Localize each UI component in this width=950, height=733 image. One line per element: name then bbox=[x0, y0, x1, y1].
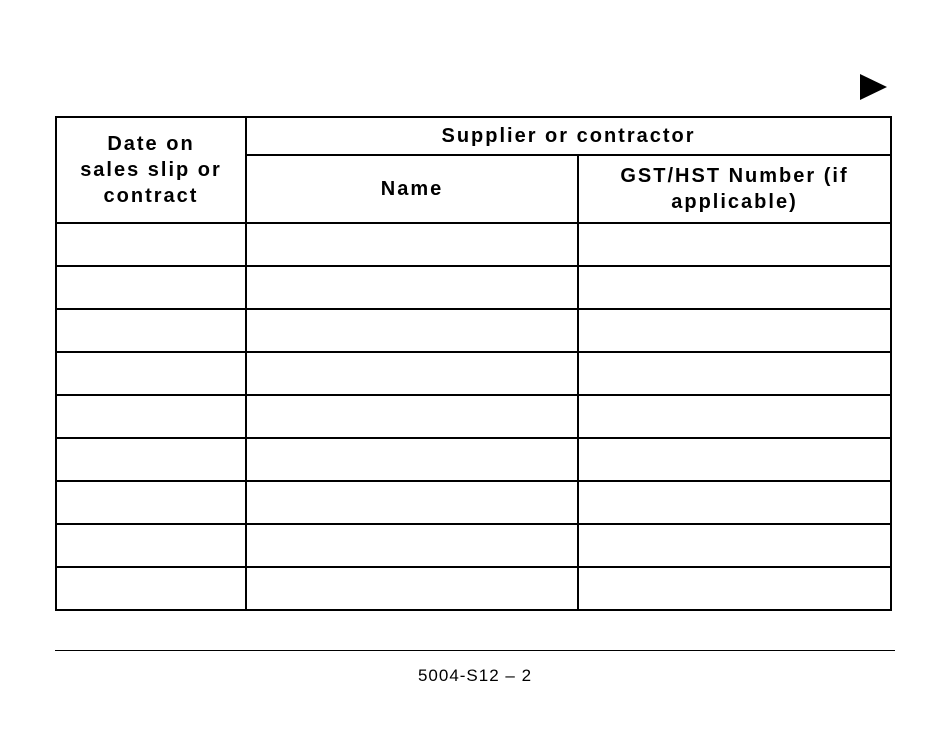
table-row bbox=[56, 481, 891, 524]
table-row bbox=[56, 395, 891, 438]
gst-cell[interactable] bbox=[578, 567, 891, 610]
date-cell[interactable] bbox=[56, 481, 246, 524]
name-cell[interactable] bbox=[246, 524, 578, 567]
date-cell[interactable] bbox=[56, 309, 246, 352]
header-name: Name bbox=[246, 155, 578, 223]
table-row bbox=[56, 266, 891, 309]
gst-cell[interactable] bbox=[578, 395, 891, 438]
header-gst bbox=[578, 155, 891, 223]
footer-divider bbox=[55, 650, 895, 651]
gst-cell[interactable] bbox=[578, 352, 891, 395]
date-cell[interactable] bbox=[56, 266, 246, 309]
name-cell[interactable] bbox=[246, 481, 578, 524]
next-page-arrow-icon bbox=[860, 74, 887, 100]
name-cell[interactable] bbox=[246, 309, 578, 352]
header-date-label: Date on sales slip or contract bbox=[80, 133, 222, 207]
gst-cell[interactable] bbox=[578, 481, 891, 524]
gst-cell[interactable] bbox=[578, 309, 891, 352]
name-cell[interactable] bbox=[246, 567, 578, 610]
table-row bbox=[56, 438, 891, 481]
name-cell[interactable] bbox=[246, 438, 578, 481]
page-number: 5004-S12 – 2 bbox=[417, 666, 533, 685]
gst-cell[interactable] bbox=[578, 223, 891, 266]
supplier-table bbox=[55, 116, 892, 611]
table-row bbox=[56, 309, 891, 352]
date-cell[interactable] bbox=[56, 395, 246, 438]
name-cell[interactable] bbox=[246, 266, 578, 309]
name-cell[interactable] bbox=[246, 395, 578, 438]
gst-cell[interactable] bbox=[578, 524, 891, 567]
table-row bbox=[56, 352, 891, 395]
date-cell[interactable] bbox=[56, 524, 246, 567]
gst-cell[interactable] bbox=[578, 438, 891, 481]
date-cell[interactable] bbox=[56, 352, 246, 395]
name-cell[interactable] bbox=[246, 223, 578, 266]
date-cell[interactable] bbox=[56, 567, 246, 610]
date-cell[interactable] bbox=[56, 223, 246, 266]
header-date bbox=[56, 117, 246, 223]
gst-cell[interactable] bbox=[578, 266, 891, 309]
header-supplier: Supplier or contractor bbox=[246, 117, 891, 155]
name-cell[interactable] bbox=[246, 352, 578, 395]
table-row bbox=[56, 524, 891, 567]
table-row bbox=[56, 223, 891, 266]
header-gst-label: GST/HST Number (if applicable) bbox=[620, 165, 849, 213]
date-cell[interactable] bbox=[56, 438, 246, 481]
table-row bbox=[56, 567, 891, 610]
